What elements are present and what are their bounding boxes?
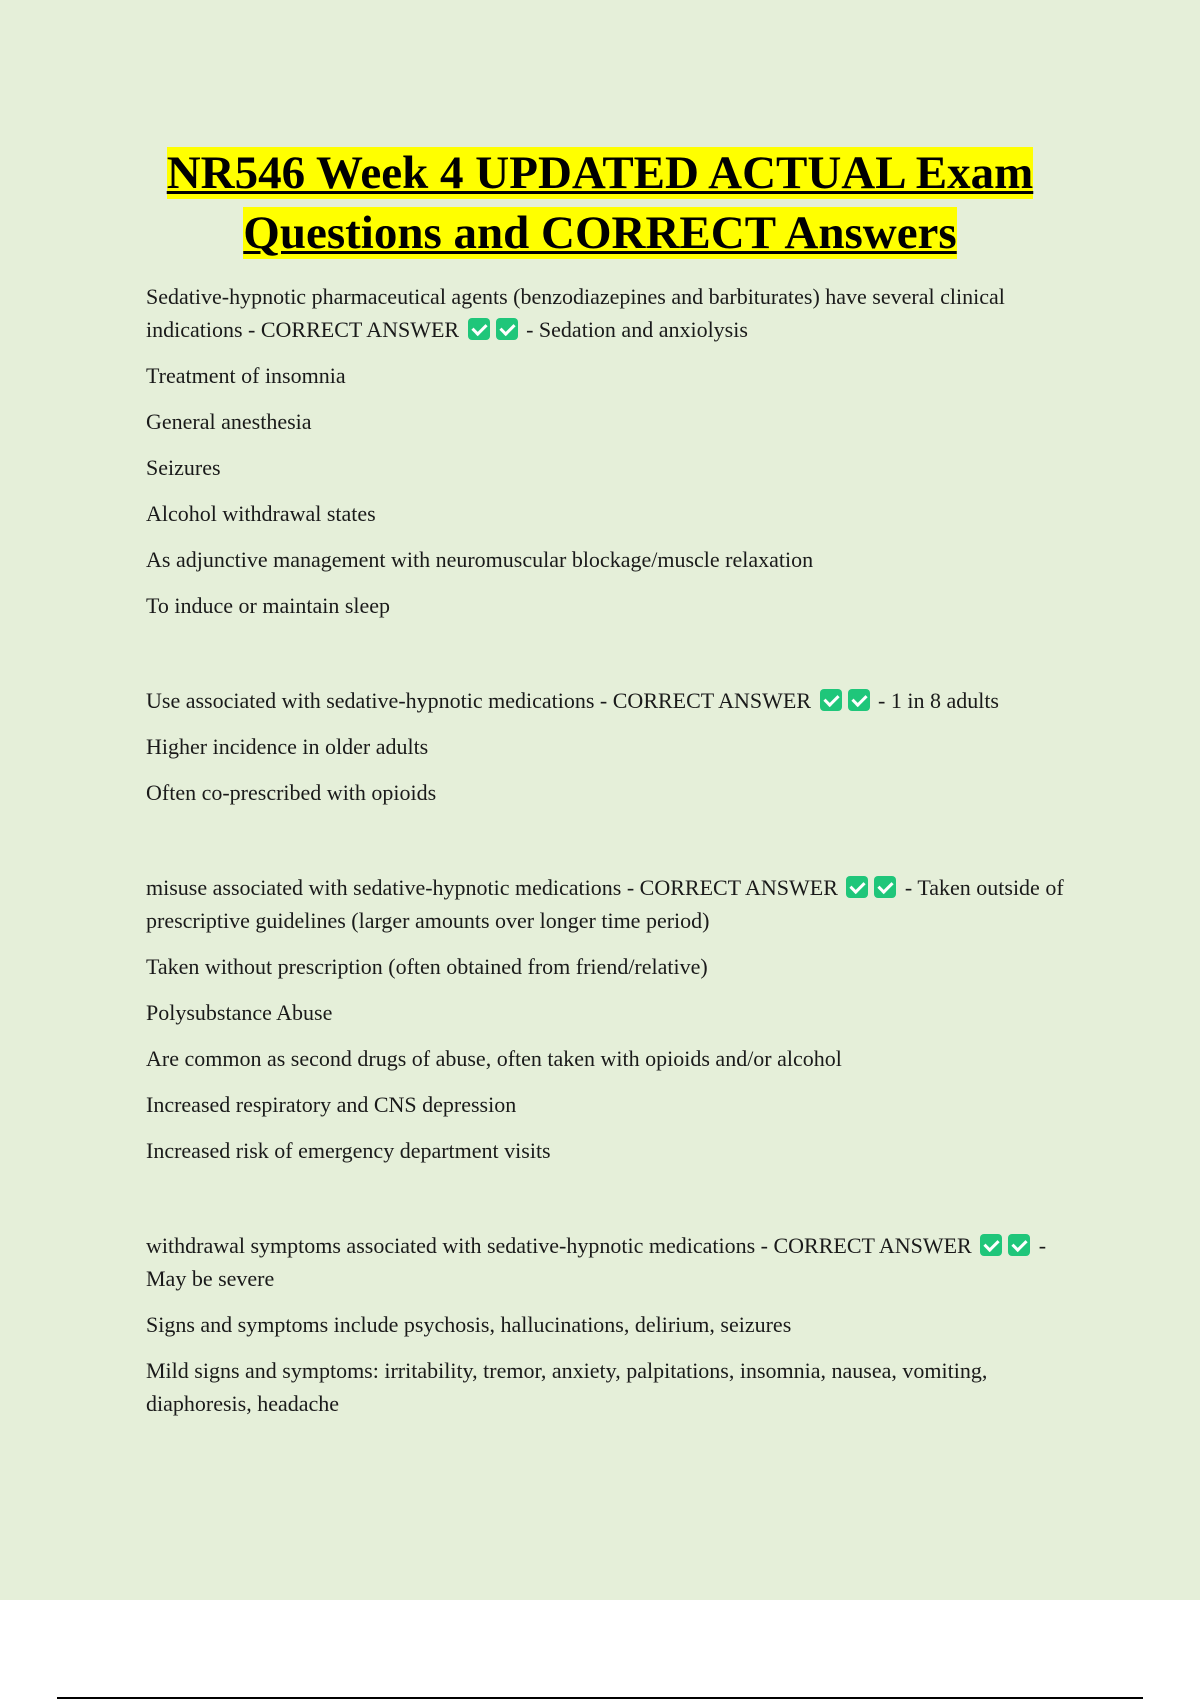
answer-line: Seizures — [146, 455, 221, 480]
answer-line: General anesthesia — [146, 409, 312, 434]
check-box-icon — [496, 318, 518, 340]
question-text: Sedative-hypnotic pharmaceutical agents (benzodiazepines and barbiturates) have several clinical indications - CORRECT ANSWER — [146, 284, 1005, 342]
question-2 — [146, 684, 1086, 717]
check-box-icon — [468, 318, 490, 340]
check-box-icon — [820, 689, 842, 711]
document-title — [0, 143, 1200, 263]
question-4 — [146, 1229, 1086, 1295]
answer-line: Signs and symptoms include psychosis, hallucinations, delirium, seizures — [146, 1312, 792, 1337]
answer-line: To induce or maintain sleep — [146, 593, 391, 618]
document-body — [146, 280, 1086, 1433]
answer-text: - 1 in 8 adults — [878, 688, 999, 713]
check-box-icon — [874, 876, 896, 898]
question-text: misuse associated with sedative-hypnotic medications - CORRECT ANSWER — [146, 875, 838, 900]
question-text: Use associated with sedative-hypnotic medications - CORRECT ANSWER — [146, 688, 811, 713]
answer-line: Alcohol withdrawal states — [146, 501, 376, 526]
answer-line: Often co-prescribed with opioids — [146, 780, 437, 805]
answer-text: - Taken outside of prescriptive guidelines (larger amounts over longer time period) — [146, 875, 1064, 933]
section-spacer — [146, 822, 1086, 871]
check-box-icon — [848, 689, 870, 711]
answer-line: Are common as second drugs of abuse, often taken with opioids and/or alcohol — [146, 1046, 842, 1071]
question-3 — [146, 871, 1086, 937]
section-spacer — [146, 635, 1086, 684]
footer-divider — [57, 1697, 1143, 1699]
answer-text: - Sedation and anxiolysis — [526, 317, 748, 342]
question-text: withdrawal symptoms associated with sedative-hypnotic medications - CORRECT ANSWER — [146, 1233, 972, 1258]
answer-line: Mild signs and symptoms: irritability, tremor, anxiety, palpitations, insomnia, nausea, vomiting, diaphoresis, headache — [146, 1358, 988, 1416]
answer-line: Increased respiratory and CNS depression — [146, 1092, 517, 1117]
check-box-icon — [980, 1234, 1002, 1256]
answer-line: Increased risk of emergency department visits — [146, 1138, 551, 1163]
answer-line: Taken without prescription (often obtained from friend/relative) — [146, 954, 708, 979]
check-box-icon — [846, 876, 868, 898]
answer-text: - May be severe — [146, 1233, 1047, 1291]
answer-line: Polysubstance Abuse — [146, 1000, 333, 1025]
title-line-1: NR546 Week 4 UPDATED ACTUAL Exam — [166, 147, 1034, 199]
question-1 — [146, 280, 1086, 346]
section-spacer — [146, 1180, 1086, 1229]
answer-line: Treatment of insomnia — [146, 363, 346, 388]
check-box-icon — [1008, 1234, 1030, 1256]
answer-line: As adjunctive management with neuromuscular blockage/muscle relaxation — [146, 547, 814, 572]
answer-line: Higher incidence in older adults — [146, 734, 429, 759]
title-line-2: Questions and CORRECT Answers — [243, 207, 957, 259]
